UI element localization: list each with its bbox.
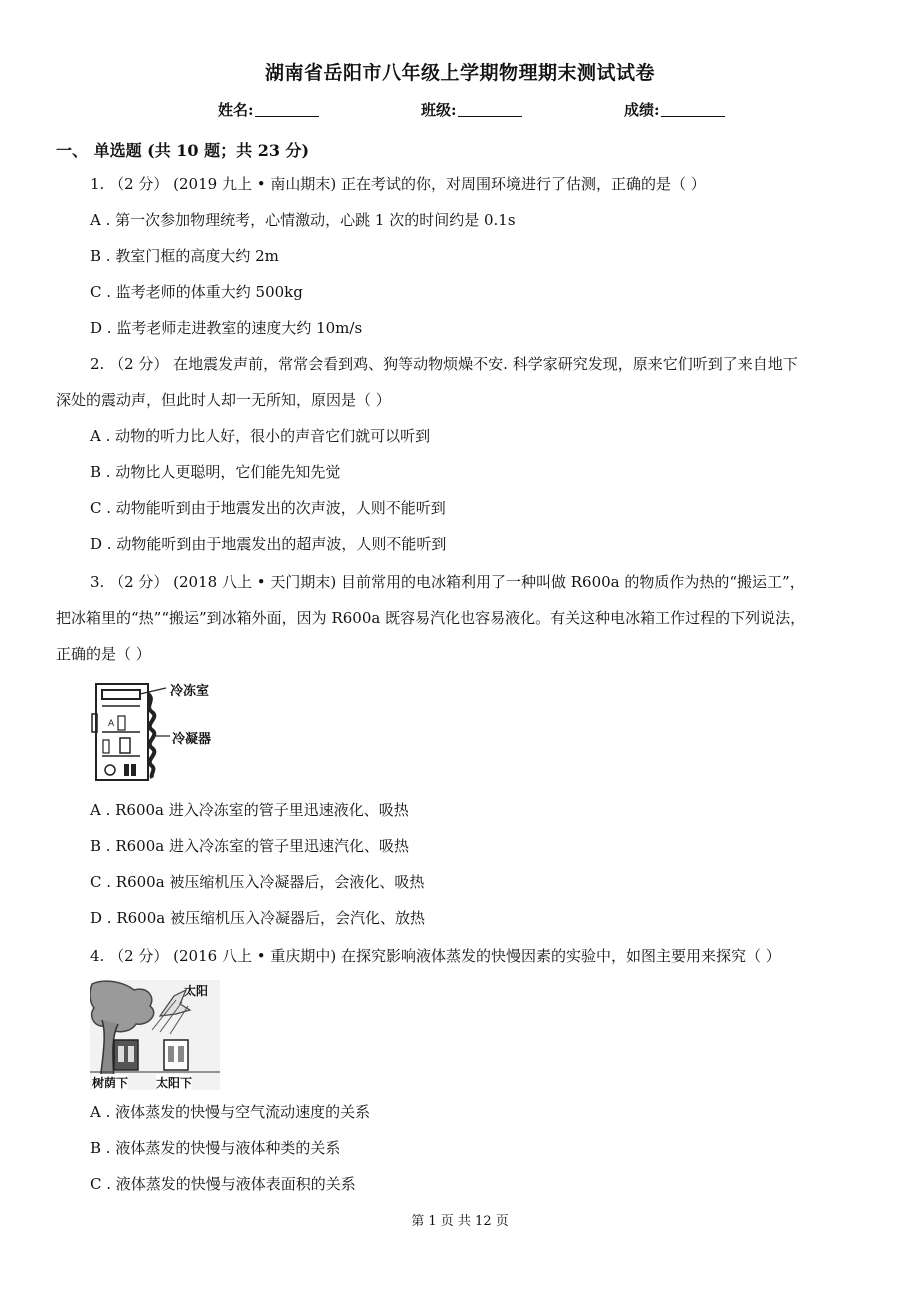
question-1-option-d: D . 监考老师走进教室的速度大约 10m/s xyxy=(90,319,363,337)
question-1-option-a: A . 第一次参加物理统考，心情激动，心跳 1 次的时间约是 0.1s xyxy=(90,211,516,229)
question-3-option-b: B . R600a 进入冷冻室的管子里迅速汽化、吸热 xyxy=(90,837,409,855)
question-4-option-a: A . 液体蒸发的快慢与空气流动速度的关系 xyxy=(90,1103,371,1121)
student-info-row xyxy=(0,99,920,121)
page-footer: 第 1 页 共 12 页 xyxy=(411,1214,509,1229)
freezer-label: 冷冻室 xyxy=(170,684,210,699)
name-blank xyxy=(255,101,319,117)
question-4-stem: 4. （2 分） (2016 八上 • 重庆期中) 在探究影响液体蒸发的快慢因素的实验中，如图主要用来探究（ ） xyxy=(90,947,781,965)
question-4-option-b: B . 液体蒸发的快慢与液体种类的关系 xyxy=(90,1139,341,1157)
question-2-option-d: D . 动物能听到由于地震发出的超声波，人则不能听到 xyxy=(90,535,447,553)
question-1-stem: 1. （2 分） (2019 九上 • 南山期末) 正在考试的你，对周围环境进行了估测，正确的是（ ） xyxy=(90,175,706,193)
question-2-stem-line-2: 深处的震动声，但此时人却一无所知，原因是（ ） xyxy=(56,391,391,409)
class-label: 班级: xyxy=(421,101,457,119)
question-2-stem-line-1: 2. （2 分） 在地震发声前，常常会看到鸡、狗等动物烦燥不安. 科学家研究发现，原来它们听到了来自地下 xyxy=(90,355,798,373)
question-1-option-b: B . 教室门框的高度大约 2m xyxy=(90,247,279,265)
shade-label: 树荫下 xyxy=(92,1076,129,1090)
section-heading: 一、 单选题 (共 10 题；共 23 分) xyxy=(56,141,310,160)
score-label: 成绩: xyxy=(624,101,660,119)
question-4-option-c: C . 液体蒸发的快慢与液体表面积的关系 xyxy=(90,1175,356,1193)
question-3-stem-line-2: 把冰箱里的“热”“搬运”到冰箱外面，因为 R600a 既容易汽化也容易液化。有关这种电冰箱工作过程的下列说法， xyxy=(56,609,806,627)
refrigerator-figure xyxy=(90,678,240,786)
condenser-label: 冷凝器 xyxy=(172,732,212,747)
exam-title: 湖南省岳阳市八年级上学期物理期末测试试卷 xyxy=(264,62,655,84)
refrigerator-diagram-icon xyxy=(90,678,240,786)
question-2-option-c: C . 动物能听到由于地震发出的次声波，人则不能听到 xyxy=(90,499,446,517)
question-3-option-d: D . R600a 被压缩机压入冷凝器后，会汽化、放热 xyxy=(90,909,425,927)
question-3-stem-line-1: 3. （2 分） (2018 八上 • 天门期末) 目前常用的电冰箱利用了一种叫做 R600a 的物质作为热的“搬运工”， xyxy=(90,573,805,591)
score-field xyxy=(624,99,725,120)
question-2-option-a: A . 动物的听力比人好，很小的声音它们就可以听到 xyxy=(90,427,431,445)
class-field xyxy=(421,99,522,120)
name-label: 姓名: xyxy=(218,101,254,119)
class-blank xyxy=(458,101,522,117)
question-3-option-a: A . R600a 进入冷冻室的管子里迅速液化、吸热 xyxy=(90,801,409,819)
name-field xyxy=(218,99,319,120)
score-blank xyxy=(661,101,725,117)
svg-text:A: A xyxy=(108,719,115,729)
sun-label: 太阳 xyxy=(184,984,209,998)
question-1-option-c: C . 监考老师的体重大约 500kg xyxy=(90,283,303,301)
question-2-option-b: B . 动物比人更聪明，它们能先知先觉 xyxy=(90,463,341,481)
sunlight-label: 太阳下 xyxy=(156,1076,193,1090)
question-3-stem-line-3: 正确的是（ ） xyxy=(56,645,151,663)
question-3-option-c: C . R600a 被压缩机压入冷凝器后，会液化、吸热 xyxy=(90,873,425,891)
evaporation-figure xyxy=(90,980,220,1090)
